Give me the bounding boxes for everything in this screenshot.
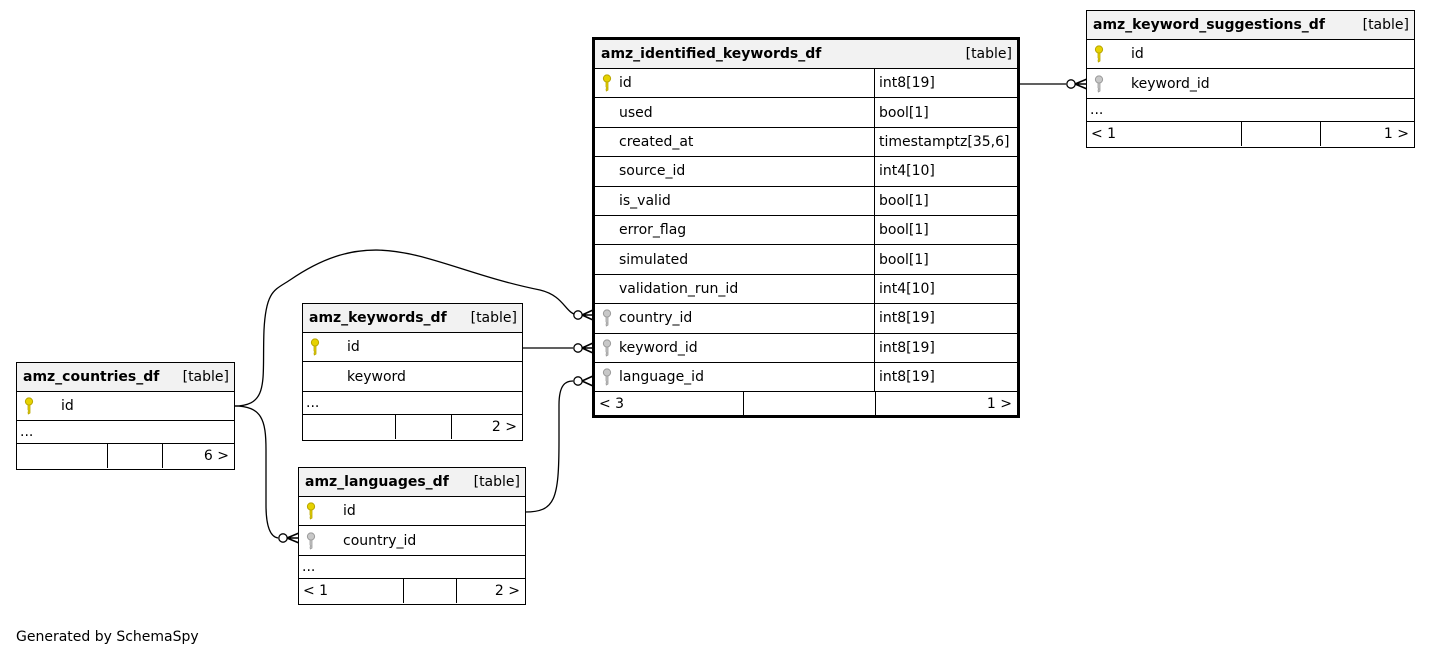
column-row-id[interactable] [1087,40,1414,69]
primary-key-icon [1087,45,1111,63]
table-header [303,304,522,333]
column-row-id[interactable] [303,333,522,362]
table-type-label: [table] [182,369,229,385]
column-name: id [343,503,356,520]
footer-parents-count[interactable]: < 1 [303,582,329,599]
more-columns-ellipsis: ... [17,421,234,444]
foreign-key-icon [299,532,323,550]
column-name: keyword_id [1131,75,1210,92]
column-row-keyword[interactable] [303,362,522,391]
more-columns-ellipsis: ... [303,392,522,415]
column-name: keyword [347,368,406,385]
table-name[interactable]: amz_identified_keywords_df [601,46,822,62]
column-row-keyword-id[interactable] [1087,69,1414,98]
table-amz-keyword-suggestions-df[interactable] [1086,10,1415,148]
table-name[interactable]: amz_countries_df [23,369,160,385]
relationship-optional-marker [279,534,287,542]
foreign-key-icon [595,339,619,357]
column-name: validation_run_id [619,280,739,297]
relationship-countries-to-languages [234,406,278,538]
relationship-optional-marker [574,311,582,319]
column-type: int4[10] [874,275,935,303]
column-type: bool[1] [874,245,929,273]
table-header [17,363,234,392]
table-footer [303,415,522,439]
column-type: bool[1] [874,216,929,244]
table-name[interactable]: amz_keyword_suggestions_df [1093,17,1325,33]
column-name: created_at [619,133,694,150]
column-type: int8[19] [874,69,935,97]
table-amz-countries-df[interactable] [16,362,235,470]
column-type: int8[19] [874,363,935,391]
column-type: int4[10] [874,157,935,185]
column-row-created-at[interactable] [595,128,1017,157]
footer-children-count[interactable]: 1 > [1320,122,1414,146]
column-name: is_valid [619,192,671,209]
column-row-simulated[interactable] [595,245,1017,274]
table-type-label: [table] [1362,17,1409,33]
footer-children-count[interactable]: 2 > [451,415,522,439]
column-row-id[interactable] [17,392,234,421]
column-name: used [619,104,653,121]
generated-by-caption: Generated by SchemaSpy [16,629,199,645]
column-row-id[interactable] [595,69,1017,98]
primary-key-icon [17,397,41,415]
table-header [595,40,1017,69]
table-amz-languages-df[interactable] [298,467,526,605]
column-name: source_id [619,163,686,180]
column-row-id[interactable] [299,497,525,526]
primary-key-icon [299,502,323,520]
table-footer [1087,122,1414,146]
table-amz-identified-keywords-df[interactable] [592,37,1020,418]
column-name: id [1131,46,1144,63]
column-name: simulated [619,251,689,268]
column-row-keyword-id[interactable] [595,334,1017,363]
column-name: keyword_id [619,339,698,356]
column-name: country_id [343,532,417,549]
footer-rows-count [743,392,875,415]
table-name[interactable]: amz_languages_df [305,474,449,490]
relationship-optional-marker [574,344,582,352]
table-type-label: [table] [473,474,520,490]
footer-rows-count [107,444,162,468]
column-row-is-valid[interactable] [595,187,1017,216]
relationship-languages-to-identified [525,381,573,512]
primary-key-icon [595,74,619,92]
footer-children-count[interactable]: 2 > [456,579,525,603]
table-amz-keywords-df[interactable] [302,303,523,441]
foreign-key-icon [1087,75,1111,93]
table-name[interactable]: amz_keywords_df [309,310,447,326]
column-row-language-id[interactable] [595,363,1017,392]
column-row-validation-run-id[interactable] [595,275,1017,304]
column-name: error_flag [619,222,687,239]
column-row-country-id[interactable] [595,304,1017,333]
footer-rows-count [1241,122,1320,146]
column-row-error-flag[interactable] [595,216,1017,245]
footer-children-count[interactable]: 6 > [162,444,234,468]
table-header [299,468,525,497]
table-type-label: [table] [470,310,517,326]
footer-parents-count[interactable]: < 1 [1091,125,1117,142]
footer-parents-count [17,444,107,468]
column-type: bool[1] [874,187,929,215]
footer-rows-count [403,579,456,603]
relationship-optional-marker [1067,80,1075,88]
foreign-key-icon [595,309,619,327]
table-footer [299,579,525,603]
column-row-country-id[interactable] [299,526,525,555]
table-footer [595,392,1017,415]
relationship-optional-marker [574,377,582,385]
table-header [1087,11,1414,40]
column-type: bool[1] [874,98,929,126]
column-type: int8[19] [874,304,935,332]
footer-rows-count [395,415,451,439]
column-name: country_id [619,310,693,327]
foreign-key-icon [595,368,619,386]
column-name: id [347,339,360,356]
column-name: id [619,75,632,92]
column-name: id [61,398,74,415]
more-columns-ellipsis: ... [1087,99,1414,122]
table-type-label: [table] [965,46,1012,62]
primary-key-icon [303,338,327,356]
table-footer [17,444,234,468]
column-name: language_id [619,369,704,386]
column-row-used[interactable] [595,98,1017,127]
footer-children-count[interactable]: 1 > [875,392,1017,415]
column-type: timestamptz[35,6] [874,128,1009,156]
more-columns-ellipsis: ... [299,556,525,579]
column-row-source-id[interactable] [595,157,1017,186]
footer-parents-count [303,415,395,439]
footer-parents-count[interactable]: < 3 [599,395,625,412]
column-type: int8[19] [874,334,935,362]
